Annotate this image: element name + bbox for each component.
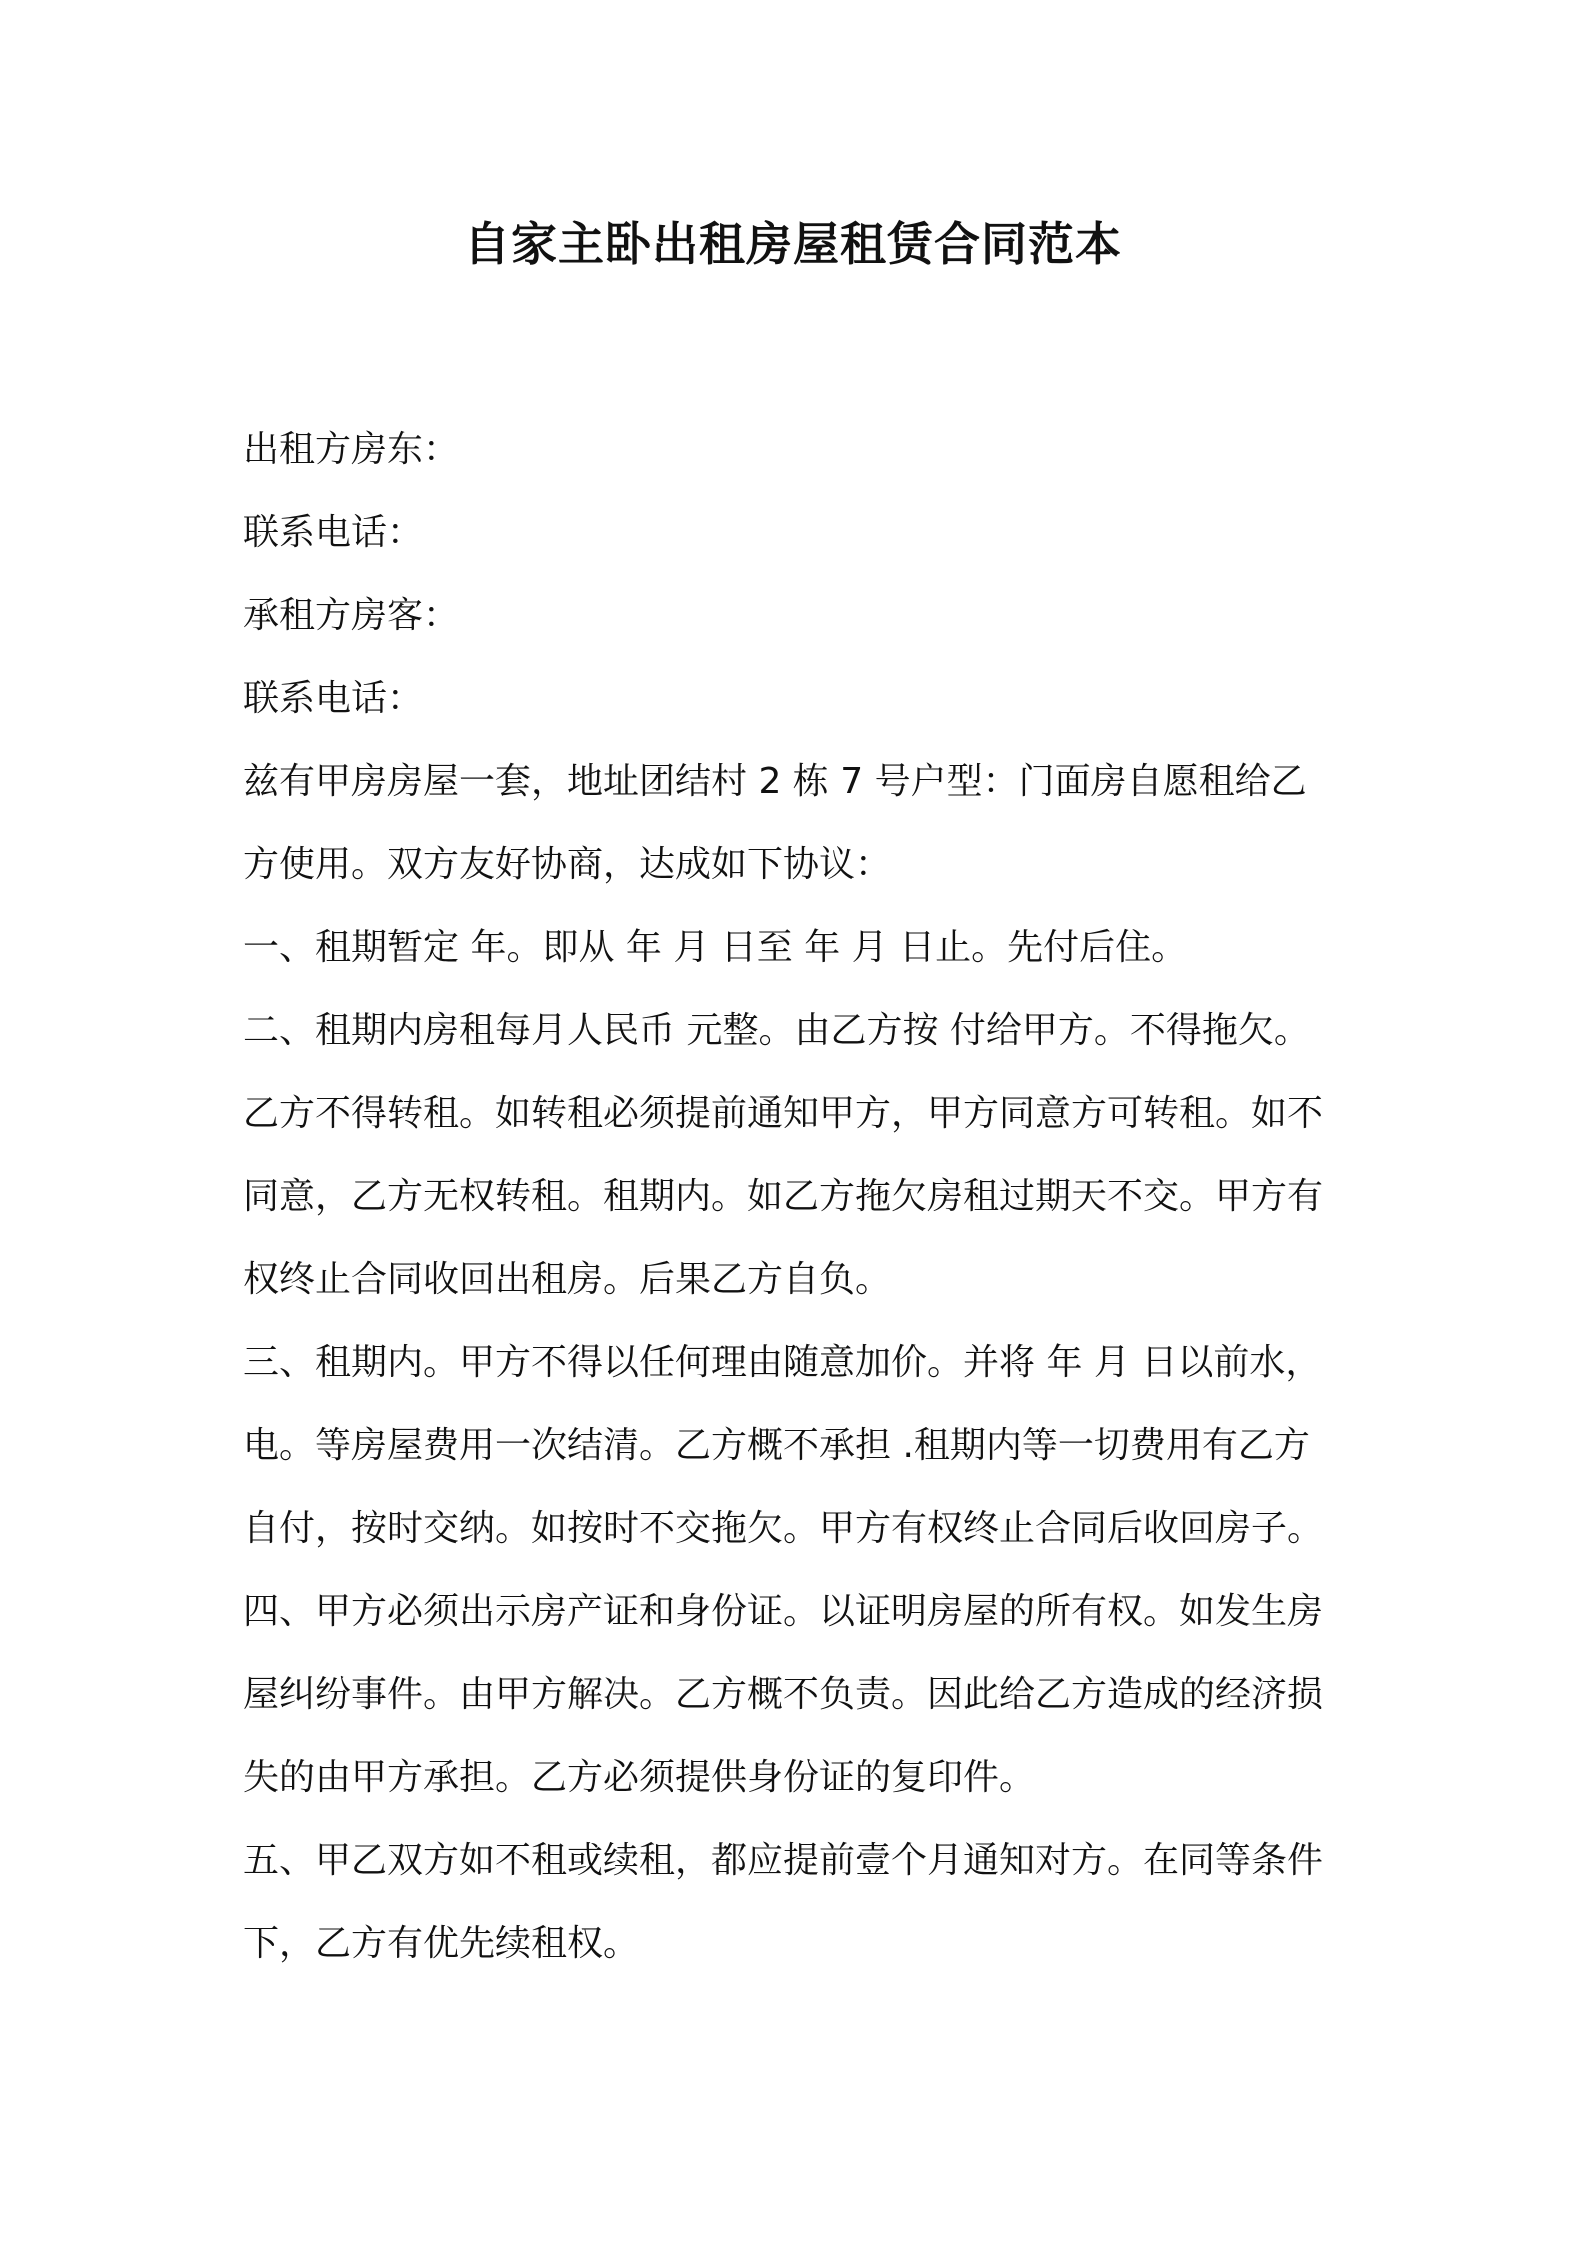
clause-5-line-1: 五、甲乙双方如不租或续租，都应提前壹个月通知对方。在同等条件 [243, 1840, 1324, 1881]
clause-4-line-2: 屋纠纷事件。由甲方解决。乙方概不负责。因此给乙方造成的经济损 [243, 1674, 1324, 1715]
tenant-line: 承租方房客： [243, 595, 460, 636]
clause-3-line-2: 电。等房屋费用一次结清。乙方概不承担 .租期内等一切费用有乙方 [243, 1425, 1310, 1466]
clause-2-line-1: 二、租期内房租每月人民币 元整。由乙方按 付给甲方。不得拖欠。 [243, 1010, 1310, 1051]
clause-3-line-3: 自付，按时交纳。如按时不交拖欠。甲方有权终止合同后收回房子。 [243, 1508, 1324, 1549]
document-body [243, 408, 1363, 1985]
property-line-1: 兹有甲房房屋一套，地址团结村 2 栋 7 号户型：门面房自愿租给乙 [243, 761, 1307, 802]
clause-2-line-4: 权终止合同收回出租房。后果乙方自负。 [243, 1259, 892, 1300]
landlord-line: 出租方房东： [243, 429, 460, 470]
property-line-2: 方使用。双方友好协商，达成如下协议： [243, 844, 892, 885]
document-title: 自家主卧出租房屋租赁合同范本 [464, 217, 1122, 271]
tenant-phone-line: 联系电话： [243, 678, 424, 719]
landlord-phone-line: 联系电话： [243, 512, 424, 553]
clause-3-line-1: 三、租期内。甲方不得以任何理由随意加价。并将 年 月 日以前水， [243, 1342, 1322, 1383]
clause-5-line-2: 下，乙方有优先续租权。 [243, 1923, 640, 1964]
clause-1-line-1: 一、租期暂定 年。即从 年 月 日至 年 月 日止。先付后住。 [243, 927, 1188, 968]
clause-4-line-1: 四、甲方必须出示房产证和身份证。以证明房屋的所有权。如发生房 [243, 1591, 1324, 1632]
clause-2-line-2: 乙方不得转租。如转租必须提前通知甲方，甲方同意方可转租。如不 [243, 1093, 1324, 1134]
clause-2-line-3: 同意，乙方无权转租。租期内。如乙方拖欠房租过期天不交。甲方有 [243, 1176, 1324, 1217]
clause-4-line-3: 失的由甲方承担。乙方必须提供身份证的复印件。 [243, 1757, 1036, 1798]
